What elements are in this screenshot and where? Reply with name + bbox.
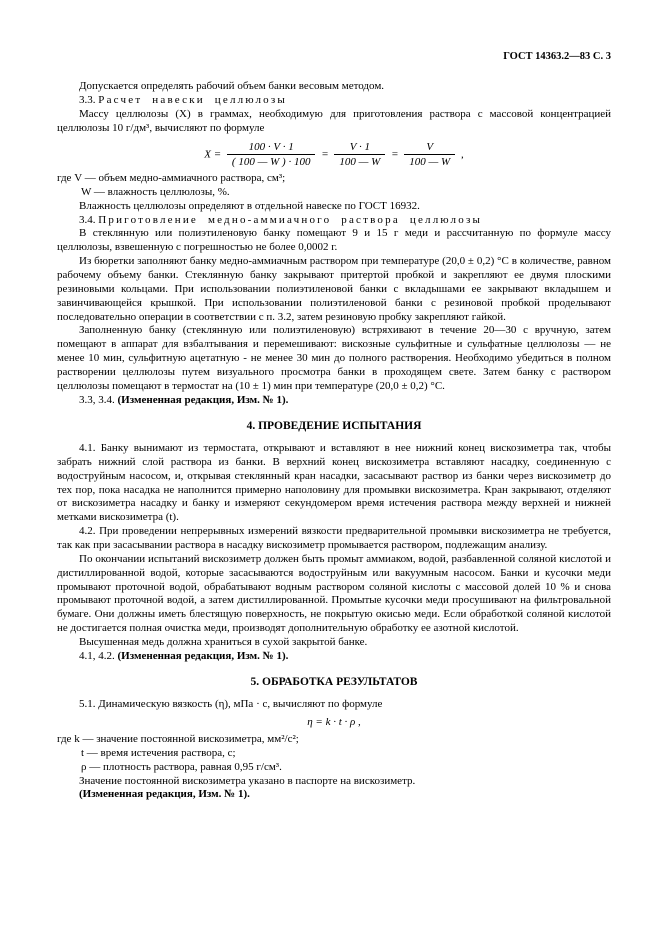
fraction-3 [404, 141, 455, 169]
paragraph-passport: Значение постоянной вискозиметра указано в паспорте на вискозиметр. [79, 774, 416, 787]
amendment-text: (Измененная редакция, Изм. № 1). [117, 649, 289, 662]
formula-cellulose-mass [57, 141, 611, 169]
amendment-text: (Измененная редакция, Изм. № 1). [117, 393, 289, 406]
doc-reference: ГОСТ 14363.2—83 С. 3 [503, 51, 611, 62]
paragraph-shake: Заполненную банку (стеклянную или полиэтиленовую) встряхивают в течение 20—30 с вручную, затем помещают в аппарат для взбалтывания и перемешивают: вискозные сульфитные и сульфатные целлюлозы — не менее 10 мин, сульфитную ацетатную - не менее 30 мин до полного растворения. Необходимо убедиться в полном растворении целлюлозы путем визуального просмотра банки в проходящем свете. Затем банку с раствором целлюлозы помещают в термостат на (10 ± 1) мин при температуре (20,0 ± 0,2) °С. [57, 324, 611, 392]
where-definition-w: W — влажность целлюлозы, %. [81, 185, 230, 198]
paragraph-4-2: 4.2. При проведении непрерывных измерений вязкости предварительной промывки вискозиметра не требуется, так как при засасывании раствора в насадку вискозиметр промывается раствором, подлежащим анализу. [57, 525, 611, 552]
amendment-clauses: 4.1, 4.2. [79, 649, 118, 662]
where-definition-t: t — время истечения раствора, с; [81, 746, 236, 759]
formula-viscosity: η = k · t · ρ , [307, 716, 361, 729]
amendment-note-4 [57, 650, 611, 664]
fraction-1 [227, 141, 316, 169]
heading-3-4 [57, 214, 611, 228]
page-header [57, 50, 611, 63]
paragraph-burette: Из бюретки заполняют банку медно-аммиачным раствором при температуре (20,0 ± 0,2) °С в количестве, равном рабочему объему банки. Стеклянную банку закрывают притертой пробкой и закрепляют ее двумя плоскими резиновыми кольцами. При использовании полиэтиленовой банки с вкладышами ее закрывают вкладышем и завинчивающейся крышкой. При использовании полиэтиленовой банки с резиновой пробкой проделывают последовательно операции в соответствии с п. 3.2, затем резиновую пробку закрепляют гайкой. [57, 255, 611, 323]
fraction-2 [334, 141, 385, 169]
heading-3-3 [57, 94, 611, 108]
fraction-2-denominator: 100 — W [339, 156, 381, 169]
where-definition-rho: ρ — плотность раствора, равная 0,95 г/см³. [81, 760, 282, 773]
fraction-3-denominator: 100 — W [409, 156, 451, 169]
formula-lhs: X = [204, 148, 222, 161]
paragraph-4-1: 4.1. Банку вынимают из термостата, открывают и вставляют в нее нижний конец вискозиметра так, чтобы забрать нижний слой раствора из банки. В верхний конец вискозиметра вставляют насадку, соединенную с водоструйным насосом, и, открывая стеклянный кран насадки, засасывают раствор из банки через вискозиметр до тех пор, пока насадка не наполнится примерно наполовину для промывки вискозиметра. Кран закрывают, отделяют от вискозиметра насадку и банку и измеряют секундомером время истечения раствора между верхней и нижней метками вискозиметра (t). [57, 442, 611, 524]
equals-sign: = [391, 148, 399, 161]
heading-section-4: 4. ПРОВЕДЕНИЕ ИСПЫТАНИЯ [246, 419, 422, 432]
paragraph-dry-copper: Высушенная медь должна храниться в сухой закрытой банке. [79, 636, 368, 649]
fraction-1-denominator: ( 100 — W ) · 100 [231, 156, 311, 169]
paragraph-volume-method: Допускается определять рабочий объем банки весовым методом. [79, 80, 385, 93]
paragraph-washing: По окончании испытаний вискозиметр должен быть промыт аммиаком, водой, разбавленной соляной кислотой и дистиллированной водой, которые засасываются водоструйным или вакуумным насосом. Банки и кусочки меди промывают проточной водой, обрабатывают водным раствором соляной кислоты с массовой долей 10 % и снова промывают проточной водой, а затем дистиллированной. Промытые кусочки меди просушивают на фильтровальной бумаге. Они должны иметь блестящую поверхность, не покрытую окисью меди. Если обработкой соляной кислотой не достигается полная очистка меди, производят дополнительную обработку ее азотной кислотой. [57, 552, 611, 635]
fraction-3-numerator: V [404, 141, 455, 156]
where-definition-k: где k — значение постоянной вискозиметра, мм²/с²; [57, 732, 299, 745]
heading-3-3-number: 3.3. [79, 94, 96, 107]
heading-section-5: 5. ОБРАБОТКА РЕЗУЛЬТАТОВ [250, 675, 418, 688]
heading-3-4-number: 3.4. [79, 213, 96, 226]
amendment-note-5: (Измененная редакция, Изм. № 1). [79, 788, 250, 801]
equals-sign: = [321, 148, 329, 161]
heading-3-4-title: Приготовление медно-аммиачного раствора целлюлозы [98, 213, 483, 226]
paragraph-jar: В стеклянную или полиэтиленовую банку помещают 9 и 15 г меди и рассчитанную по формуле массу целлюлозы, взвешенную с погрешностью не более 0,0002 г. [57, 227, 611, 254]
where-definition-v: где V — объем медно-аммиачного раствора, см³; [57, 171, 286, 184]
amendment-note-3 [57, 394, 611, 408]
heading-3-3-title: Расчет навески целлюлозы [98, 94, 288, 107]
formula-comma: , [460, 148, 464, 161]
paragraph-mass-formula-intro: Массу целлюлозы (X) в граммах, необходимую для приготовления раствора с массовой концентрацией целлюлозы 10 г/дм³, вычисляют по формуле [57, 107, 611, 134]
paragraph-5-1: 5.1. Динамическую вязкость (η), мПа · с, вычисляют по формуле [79, 698, 383, 711]
fraction-1-numerator: 100 · V · 1 [227, 141, 316, 156]
amendment-clauses: 3.3, 3.4. [79, 393, 118, 406]
paragraph-moisture: Влажность целлюлозы определяют в отдельной навеске по ГОСТ 16932. [79, 199, 420, 212]
fraction-2-numerator: V · 1 [334, 141, 385, 156]
